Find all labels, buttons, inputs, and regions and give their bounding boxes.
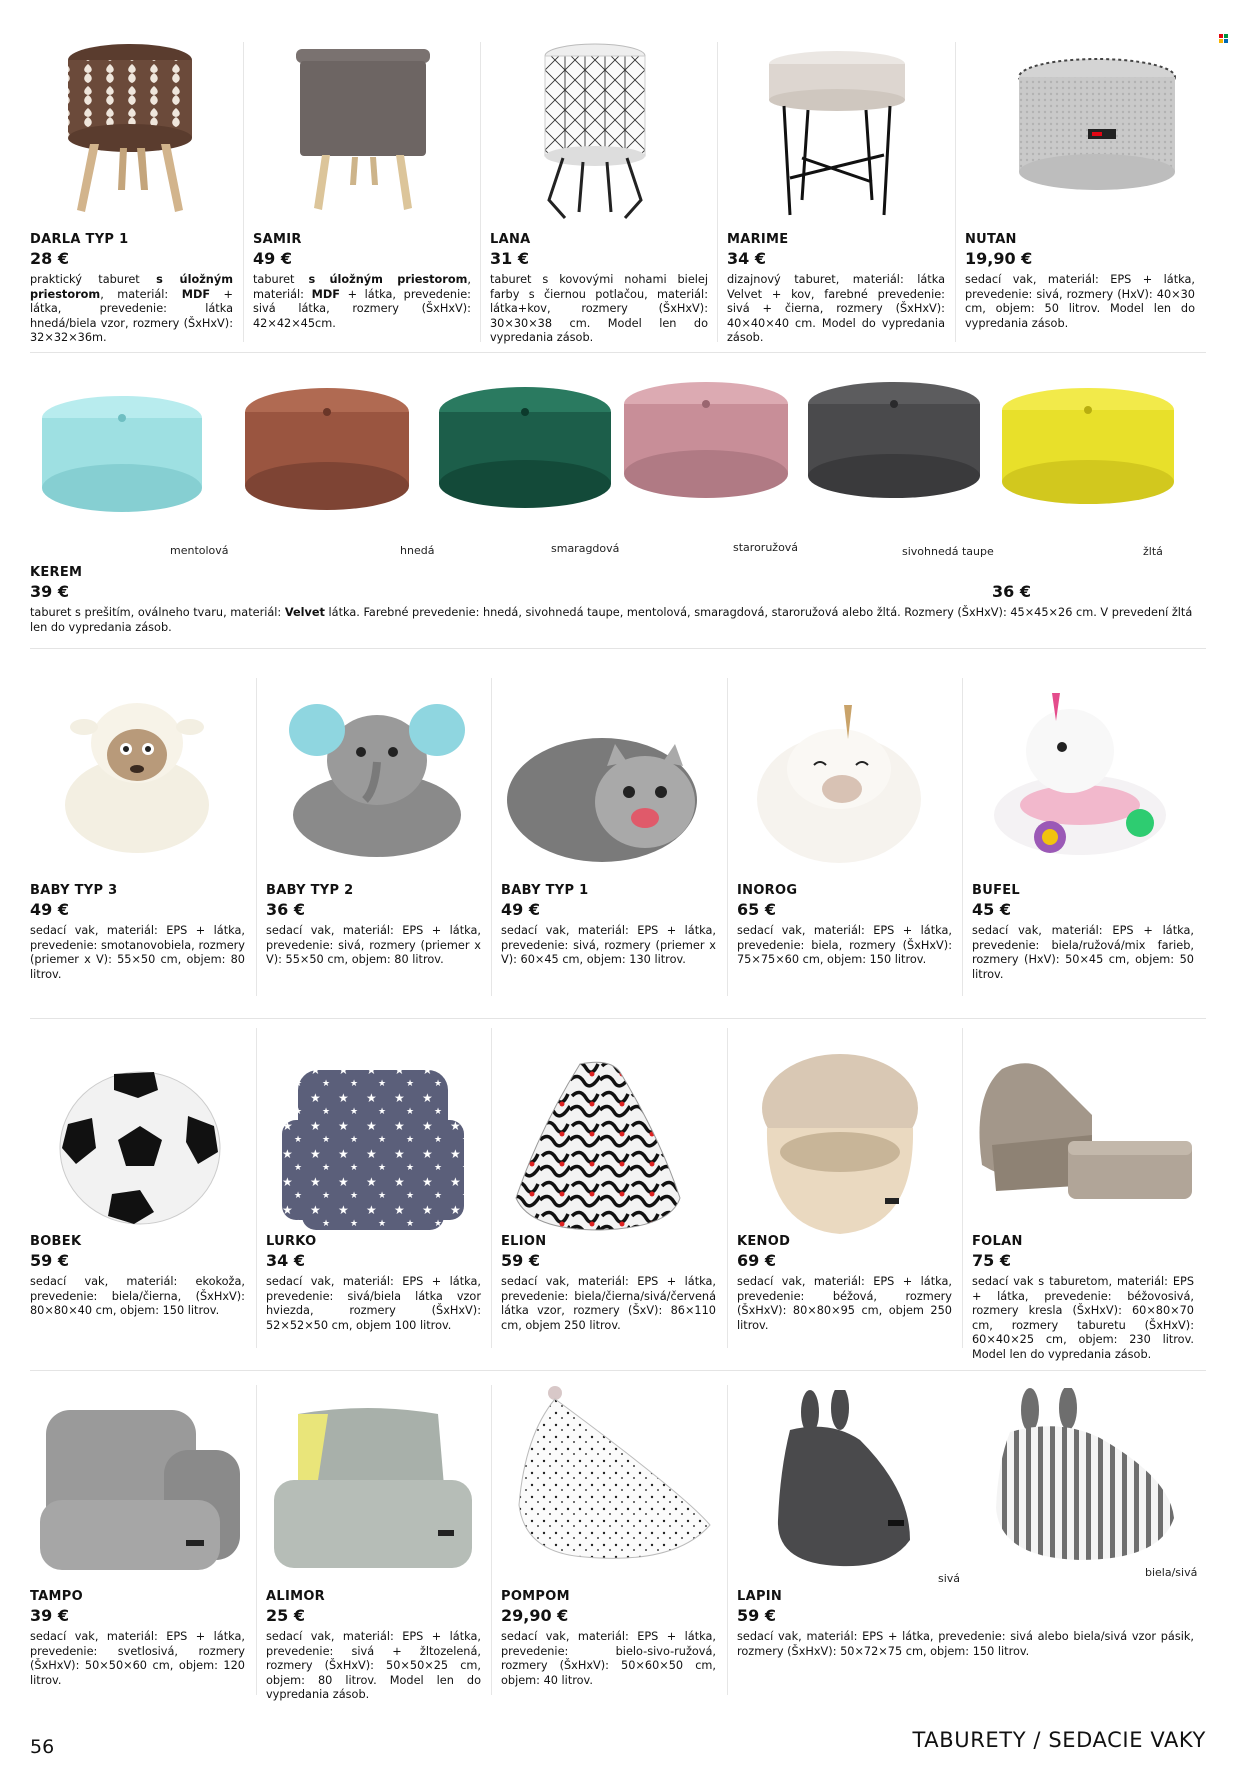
product-price: 31 € bbox=[490, 249, 529, 268]
product-description: sedací vak, materiál: ekokoža, prevedenie: biela/čierna, (ŠxHxV): 80×80×40 cm, objem: 150 litrov. bbox=[30, 1275, 245, 1318]
lapin-stripe-image bbox=[990, 1388, 1180, 1563]
product-price: 34 € bbox=[727, 249, 766, 268]
marime-stool-image bbox=[762, 50, 912, 220]
product-name: LAPIN bbox=[737, 1589, 783, 1604]
product-name: BABY TYP 2 bbox=[266, 883, 354, 898]
product-name: MARIME bbox=[727, 232, 789, 247]
product-name: POMPOM bbox=[501, 1589, 570, 1604]
corner-logo-icon bbox=[1219, 34, 1229, 44]
samir-stool-image bbox=[288, 45, 438, 215]
product-name: BUFEL bbox=[972, 883, 1021, 898]
color-label: hnedá bbox=[400, 544, 435, 557]
product-price: 39 € bbox=[30, 1606, 69, 1625]
product-name: TAMPO bbox=[30, 1589, 83, 1604]
product-name: BABY TYP 3 bbox=[30, 883, 118, 898]
product-name: LURKO bbox=[266, 1234, 317, 1249]
lana-stool-image bbox=[535, 40, 655, 220]
alimor-image bbox=[268, 1400, 478, 1575]
product-price: 59 € bbox=[501, 1251, 540, 1270]
product-description: sedací vak, materiál: EPS + látka, prevedenie: sivá + žltozelená, rozmery (ŠxHxV): 50×50×25 cm, objem: 80 litrov. Model len do vypredania zásob. bbox=[266, 1630, 481, 1702]
product-price: 59 € bbox=[737, 1606, 776, 1625]
product-description: taburet s kovovými nohami bielej farby s čiernou potlačou, materiál: látka+kov, rozmery (ŠxHxV): 30×30×38 cm. Model len do vypredania zásob. bbox=[490, 273, 708, 345]
product-description: sedací vak, materiál: EPS + látka, prevedenie: svetlosivá, rozmery (ŠxHxV): 50×50×60 cm, objem: 120 litrov. bbox=[30, 1630, 245, 1687]
product-price: 45 € bbox=[972, 900, 1011, 919]
product-description: sedací vak, materiál: EPS + látka, prevedenie: biela/ružová/mix farieb, rozmery (HxV): 50×45 cm, objem: 50 litrov. bbox=[972, 924, 1194, 981]
product-description: sedací vak s taburetom, materiál: EPS + látka, prevedenie: béžovosivá, rozmery kresla (ŠxHxV): 60×80×70 cm, rozmery taburetu (ŠxHxV): 60×40×25 cm, objem: 230 litrov. Model len do vypredania zásob. bbox=[972, 1275, 1194, 1361]
product-price: 49 € bbox=[253, 249, 292, 268]
color-label: mentolová bbox=[170, 544, 229, 557]
product-name: DARLA TYP 1 bbox=[30, 232, 129, 247]
product-name: KENOD bbox=[737, 1234, 791, 1249]
color-label: žltá bbox=[1143, 545, 1163, 558]
nutan-beanbag-image bbox=[1012, 55, 1182, 200]
product-price: 49 € bbox=[30, 900, 69, 919]
product-price-yellow: 36 € bbox=[992, 582, 1031, 601]
color-label: sivohnedá taupe bbox=[902, 545, 994, 558]
product-description: sedací vak, materiál: EPS + látka, prevedenie: biela/čierna/sivá/červená látka vzor, rozmery (ŠxV): 86×110 cm, objem 250 litrov. bbox=[501, 1275, 716, 1332]
kerem-pink-image bbox=[620, 378, 792, 508]
color-label: smaragdová bbox=[551, 542, 620, 555]
product-name: ALIMOR bbox=[266, 1589, 325, 1604]
product-price: 29,90 € bbox=[501, 1606, 569, 1625]
kenod-image bbox=[755, 1048, 925, 1238]
product-description: sedací vak, materiál: EPS + látka, prevedenie: biela, rozmery (ŠxHxV): 75×75×60 cm, objem: 150 litrov. bbox=[737, 924, 952, 967]
kerem-yellow-image bbox=[998, 386, 1178, 514]
kerem-mint-image bbox=[38, 392, 206, 522]
color-label: staroružová bbox=[733, 541, 799, 554]
product-description: sedací vak, materiál: EPS + látka, prevedenie: béžová, rozmery (ŠxHxV): 80×80×95 cm, objem 250 litrov. bbox=[737, 1275, 952, 1332]
product-description: taburet s úložným priestorom, materiál: MDF + látka, prevedenie: sivá látka, rozmery (ŠxHxV): 42×42×45cm. bbox=[253, 273, 471, 330]
product-name: LANA bbox=[490, 232, 531, 247]
product-description: taburet s prešitím, oválneho tvaru, materiál: Velvet látka. Farebné prevedenie: hnedá, sivohnedá taupe, mentolová, smaragdová, staroružová alebo žltá. Rozmery (ŠxHxV): 45×45×26 cm. V prevedení žltá len do vypredania zásob. bbox=[30, 606, 1193, 634]
product-price: 49 € bbox=[501, 900, 540, 919]
product-price: 75 € bbox=[972, 1251, 1011, 1270]
kerem-taupe-image bbox=[804, 380, 984, 508]
product-price: 65 € bbox=[737, 900, 776, 919]
product-name: NUTAN bbox=[965, 232, 1017, 247]
product-description: sedací vak, materiál: EPS + látka, prevedenie: sivá, rozmery (priemer x V): 60×45 cm, objem: 130 litrov. bbox=[501, 924, 716, 967]
product-description: sedací vak, materiál: EPS + látka, prevedenie: bielo-sivo-ružová, rozmery (ŠxHxV): 50×60×50 cm, objem: 40 litrov. bbox=[501, 1630, 716, 1687]
inorog-image bbox=[752, 695, 927, 865]
product-description: sedací vak, materiál: EPS + látka, prevedenie: sivá, rozmery (priemer x V): 55×50 cm, objem: 80 litrov. bbox=[266, 924, 481, 967]
product-name: INOROG bbox=[737, 883, 798, 898]
product-price: 19,90 € bbox=[965, 249, 1033, 268]
product-description: praktický taburet s úložným priestorom, materiál: MDF + látka, prevedenie: látka hnedá/biela vzor, rozmery (ŠxHxV): 32×32×36m. bbox=[30, 273, 233, 345]
page-title: TABURETY / SEDACIE VAKY bbox=[912, 1728, 1206, 1752]
baby-typ-1-image bbox=[505, 730, 700, 865]
product-price: 39 € bbox=[30, 582, 69, 601]
product-price: 59 € bbox=[30, 1251, 69, 1270]
lapin-gray-image bbox=[770, 1390, 920, 1570]
product-price: 34 € bbox=[266, 1251, 305, 1270]
color-label: biela/sivá bbox=[1145, 1566, 1198, 1579]
product-price: 69 € bbox=[737, 1251, 776, 1270]
kerem-brown-image bbox=[242, 386, 412, 521]
product-description: sedací vak, materiál: EPS + látka, prevedenie: sivá alebo biela/sivá vzor pásik, rozmery (ŠxHxV): 50×72×75 cm, objem: 150 litrov. bbox=[737, 1630, 1194, 1658]
baby-typ-2-image bbox=[285, 690, 470, 860]
kerem-emerald-image bbox=[435, 384, 615, 519]
lurko-image bbox=[278, 1060, 468, 1235]
bobek-ball-image bbox=[58, 1068, 223, 1228]
product-name: FOLAN bbox=[972, 1234, 1023, 1249]
darla-stool-image bbox=[55, 40, 205, 215]
product-description: sedací vak, materiál: EPS + látka, prevedenie: sivá/biela látka vzor hviezda, rozmery (ŠxHxV): 52×52×50 cm, objem 100 litrov. bbox=[266, 1275, 481, 1332]
elion-image bbox=[510, 1058, 685, 1233]
pompom-image bbox=[505, 1385, 715, 1570]
product-description: sedací vak, materiál: EPS + látka, prevedenie: sivá, rozmery (HxV): 40×30 cm, objem: 50 litrov. Model len do vypredania zásob. bbox=[965, 273, 1195, 330]
product-price: 36 € bbox=[266, 900, 305, 919]
product-name: KEREM bbox=[30, 565, 83, 580]
product-description: sedací vak, materiál: EPS + látka, prevedenie: smotanovobiela, rozmery (priemer x V): 55×50 cm, objem: 80 litrov. bbox=[30, 924, 245, 981]
page-number: 56 bbox=[30, 1736, 55, 1758]
product-name: ELION bbox=[501, 1234, 547, 1249]
color-label: sivá bbox=[938, 1572, 961, 1585]
folan-image bbox=[972, 1055, 1197, 1215]
product-name: BABY TYP 1 bbox=[501, 883, 589, 898]
baby-typ-3-image bbox=[62, 685, 212, 855]
tampo-image bbox=[36, 1400, 246, 1575]
product-price: 28 € bbox=[30, 249, 69, 268]
product-name: BOBEK bbox=[30, 1234, 82, 1249]
product-name: SAMIR bbox=[253, 232, 302, 247]
bufel-image bbox=[990, 685, 1170, 865]
product-description: dizajnový taburet, materiál: látka Velvet + kov, farebné prevedenie: sivá + čierna, rozmery (ŠxHxV): 40×40×40 cm. Model do vypredania zásob. bbox=[727, 273, 945, 345]
product-price: 25 € bbox=[266, 1606, 305, 1625]
